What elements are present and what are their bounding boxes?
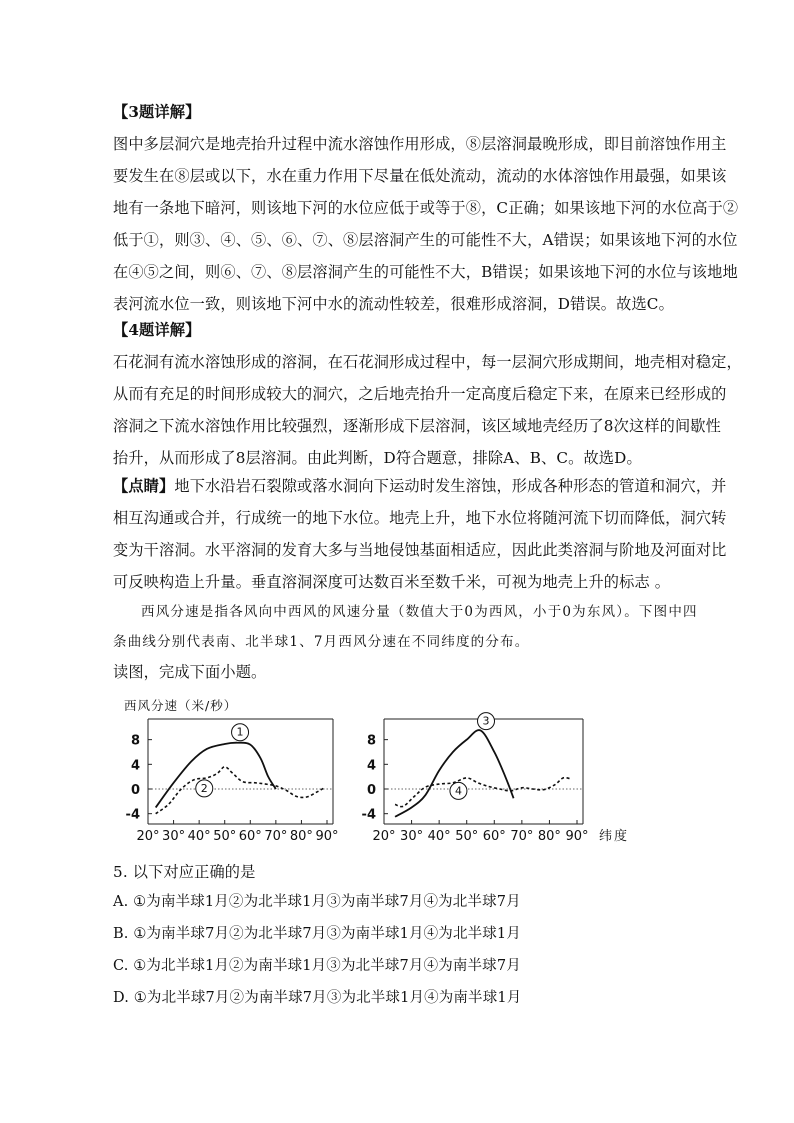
series-label: 4: [454, 784, 462, 798]
q3-line: 图中多层洞穴是地壳抬升过程中流水溶蚀作用形成，⑧层溶洞最晚形成，即目前溶蚀作用主: [113, 135, 727, 153]
series-label: 1: [236, 725, 244, 739]
q3-heading: 【3题详解】: [113, 103, 201, 121]
y-tick-label: -4: [361, 807, 376, 823]
series-line: [395, 730, 514, 817]
x-tick-label: 50°: [455, 829, 479, 844]
option-b[interactable]: B. ①为南半球7月②为北半球7月③为南半球1月④为北半球1月: [113, 926, 521, 942]
y-tick-label: 8: [130, 733, 140, 749]
tip-paragraph-first: [113, 476, 727, 496]
x-tick-label: 40°: [427, 829, 451, 844]
intro-line: 条曲线分别代表南、北半球1、7月西风分速在不同纬度的分布。: [113, 634, 530, 650]
x-tick-label: 60°: [482, 829, 506, 844]
tip-line: 变为干溶洞。水平溶洞的发育大多与当地侵蚀基面相适应，因此此类溶洞与阶地及河面对比: [113, 541, 727, 559]
x-tick-label: 90°: [565, 829, 589, 844]
q3-line: 在④⑤之间，则⑥、⑦、⑧层溶洞产生的可能性不大，B错误；如果该地下河的水位与该地地: [113, 263, 738, 281]
x-tick-label: 70°: [264, 829, 288, 844]
x-tick-label: 40°: [187, 829, 211, 844]
q3-line: 要发生在⑧层或以下，水在重力作用下尽量在低处流动，流动的水体溶蚀作用最强，如果该: [113, 167, 727, 185]
series-line: [395, 778, 571, 807]
y-tick-label: 0: [130, 783, 140, 798]
y-tick-label: 4: [366, 758, 376, 774]
y-tick-label: 8: [366, 733, 376, 749]
option-c[interactable]: C. ①为北半球1月②为南半球1月③为北半球7月④为南半球7月: [113, 958, 521, 974]
x-tick-label: 20°: [136, 829, 160, 844]
y-tick-label: -4: [125, 807, 140, 823]
tip-line: 地下水沿岩石裂隙或落水洞向下运动时发生溶蚀，形成各种形态的管道和洞穴，并: [174, 477, 727, 495]
series-label: 2: [200, 781, 208, 795]
tip-line: 可反映构造上升量。垂直溶洞深度可达数百米至数千米，可视为地壳上升的标志 。: [113, 573, 671, 591]
series-label: 3: [482, 714, 490, 728]
question-stem: 5. 以下对应正确的是: [113, 863, 256, 881]
x-tick-label: 80°: [289, 829, 313, 844]
option-a[interactable]: A. ①为南半球1月②为北半球1月③为南半球7月④为北半球7月: [113, 894, 521, 910]
q4-line: 溶洞之下流水溶蚀作用比较强烈，逐渐形成下层溶洞，该区域地壳经历了8次这样的间歇性: [113, 417, 721, 435]
y-tick-label: 4: [130, 758, 140, 774]
tip-heading: 【点睛】: [113, 477, 175, 495]
y-tick-label: 0: [366, 783, 376, 798]
x-tick-label: 60°: [238, 829, 262, 844]
q4-line: 抬升，从而形成了8层溶洞。由此判断，D符合题意，排除A、B、C。故选D。: [113, 449, 642, 467]
q4-line: 从而有充足的时间形成较大的洞穴，之后地壳抬升一定高度后稳定下来，在原来已经形成的: [113, 385, 727, 403]
x-tick-label: 20°: [372, 829, 396, 844]
q3-line: 表河流水位一致，则该地下河中水的流动性较差，很难形成溶洞，D错误。故选C。: [113, 295, 674, 313]
x-tick-label: 90°: [315, 829, 339, 844]
x-axis-label: 纬度: [599, 829, 630, 844]
q4-heading: 【4题详解】: [113, 321, 201, 339]
q3-line: 地有一条地下暗河，则该地下河的水位应低于或等于⑧，C正确；如果该地下河的水位高于②: [113, 199, 739, 217]
option-d[interactable]: D. ①为北半球7月②为南半球7月③为北半球1月④为南半球1月: [113, 990, 522, 1006]
x-tick-label: 30°: [400, 829, 424, 844]
x-tick-label: 70°: [510, 829, 534, 844]
x-tick-label: 30°: [162, 829, 186, 844]
x-tick-label: 80°: [537, 829, 561, 844]
tip-line: 相互沟通或合并，行成统一的地下水位。地壳上升，地下水位将随河流下切而降低，洞穴转: [113, 509, 727, 527]
y-axis-label: 西风分速（米/秒）: [124, 698, 238, 713]
instruction: 读图，完成下面小题。: [113, 663, 267, 681]
wind-speed-charts: [0, 690, 794, 850]
q3-line: 低于①，则③、④、⑤、⑥、⑦、⑧层溶洞产生的可能性不大，A错误；如果该地下河的水位: [113, 231, 738, 249]
x-tick-label: 50°: [213, 829, 237, 844]
q4-line: 石花洞有流水溶蚀形成的溶洞，在石花洞形成过程中，每一层洞穴形成期间，地壳相对稳定，: [113, 353, 742, 371]
intro-line: 西风分速是指各风向中西风的风速分量（数值大于0为西风，小于0为东风）。下图中四: [141, 604, 698, 620]
